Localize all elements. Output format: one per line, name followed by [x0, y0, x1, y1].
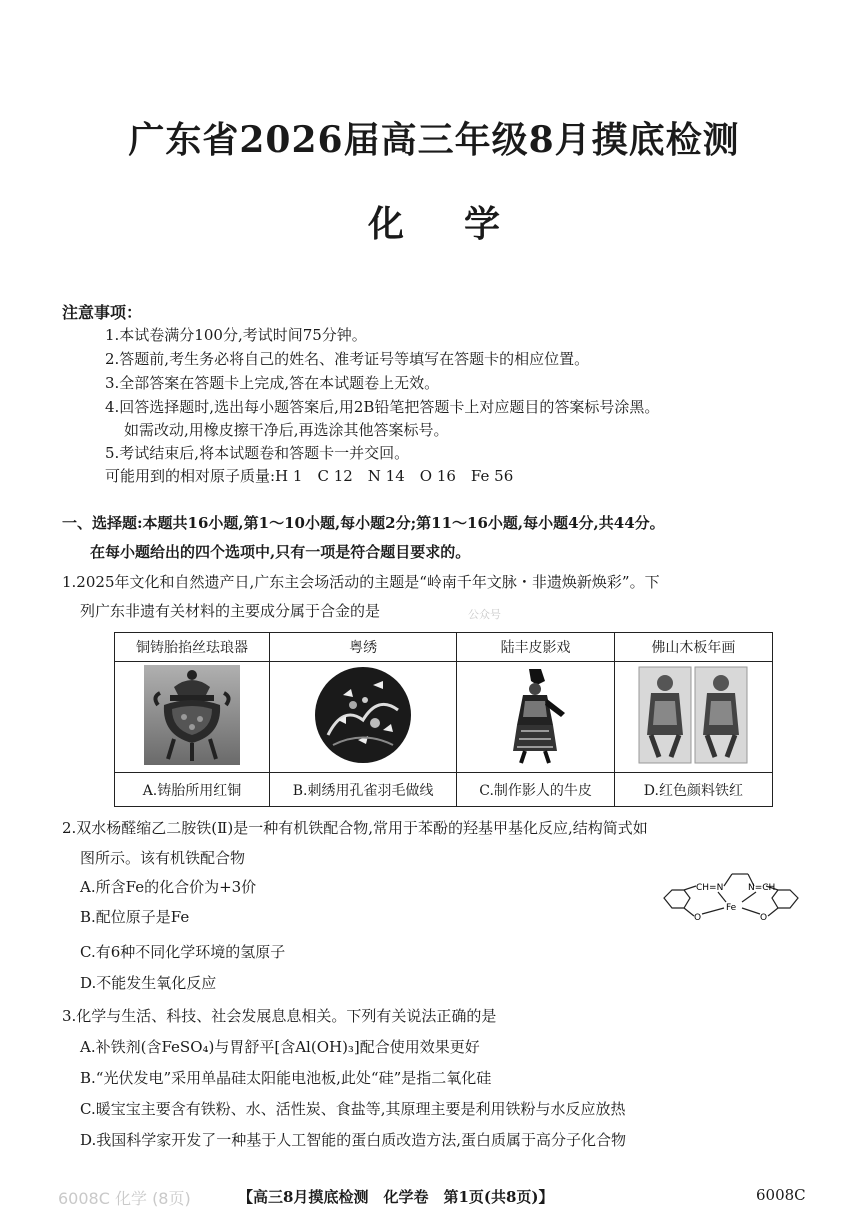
woodblock-print-image	[637, 665, 749, 765]
q3-option-c: C.暖宝宝主要含有铁粉、水、活性炭、食盐等,其原理主要是利用铁粉与水反应放热	[80, 1100, 626, 1118]
watermark: 公众号	[468, 608, 501, 621]
subject-title: 化学	[367, 203, 560, 245]
fe-label: Fe	[726, 903, 737, 913]
table-header: 陆丰皮影戏	[457, 633, 614, 662]
q2-option-d: D.不能发生氧化反应	[80, 974, 217, 992]
q2-option-c: C.有6种不同化学环境的氢原子	[80, 943, 286, 961]
cloisonne-image-cell	[115, 662, 270, 773]
exam-title: 广东省2026届高三年级8月摸底检测	[128, 119, 740, 161]
embroidery-image-cell	[269, 662, 456, 773]
o-label-left: O	[694, 913, 702, 923]
q1-stem: 列广东非遗有关材料的主要成分属于合金的是	[80, 602, 381, 620]
q3-option-d: D.我国科学家开发了一种基于人工智能的蛋白质改造方法,蛋白质属于高分子化合物	[80, 1131, 627, 1149]
table-header: 粤绣	[269, 633, 456, 662]
footer-code: 6008C	[756, 1186, 806, 1204]
notice-item: 如需改动,用橡皮擦干净后,再选涂其他答案标号。	[124, 421, 449, 439]
section-subheading: 在每小题给出的四个选项中,只有一项是符合题目要求的。	[90, 543, 471, 561]
q1-options-table	[114, 632, 773, 807]
shadow-puppet-image	[501, 665, 571, 765]
option-d: D.红色颜料铁红	[614, 773, 772, 807]
notice-item: 5.考试结束后,将本试题卷和答题卡一并交回。	[105, 444, 410, 462]
option-c: C.制作影人的牛皮	[457, 773, 614, 807]
q3-option-b: B.“光伏发电”采用单晶硅太阳能电池板,此处“硅”是指二氧化硅	[80, 1069, 492, 1087]
shadow-puppet-image-cell	[457, 662, 614, 773]
q2-stem: 图所示。该有机铁配合物	[80, 849, 246, 867]
embroidery-image	[313, 665, 413, 765]
cloisonne-censer-image	[144, 665, 240, 765]
atomic-mass-line: 可能用到的相对原子质量:H 1 C 12 N 14 O 16 Fe 56	[105, 467, 514, 485]
notice-heading: 注意事项：	[62, 303, 143, 322]
notice-item: 2.答题前,考生务必将自己的姓名、准考证号等填写在答题卡的相应位置。	[105, 350, 590, 368]
q2-option-b: B.配位原子是Fe	[80, 908, 190, 926]
table-header: 佛山木板年画	[614, 633, 772, 662]
q1-stem: 1.2025年文化和自然遗产日,广东主会场活动的主题是“岭南千年文脉・非遗焕新焕彩”。下	[62, 573, 660, 591]
ch-n-label-left: CH=N	[696, 883, 724, 893]
o-label-right: O	[760, 913, 768, 923]
footer-center: 【高三8月摸底检测 化学卷 第1页(共8页)】	[238, 1188, 554, 1206]
section-heading: 一、选择题:本题共16小题,第1～10小题,每小题2分;第11～16小题,每小题4分,共44分。	[62, 514, 665, 532]
q3-option-a: A.补铁剂(含FeSO₄)与胃舒平[含Al(OH)₃]配合使用效果更好	[80, 1038, 480, 1056]
option-a: A.铸胎所用红铜	[115, 773, 270, 807]
notice-item: 4.回答选择题时,选出每小题答案后,用2B铅笔把答题卡上对应题目的答案标号涂黑。	[105, 398, 660, 416]
footer-watermark: 6008C 化学 (8页)	[58, 1189, 191, 1208]
notice-item: 3.全部答案在答题卡上完成,答在本试题卷上无效。	[105, 374, 440, 392]
q2-stem: 2.双水杨醛缩乙二胺铁(Ⅱ)是一种有机铁配合物,常用于苯酚的羟基甲基化反应,结构简式如	[62, 819, 648, 837]
notice-item: 1.本试卷满分100分,考试时间75分钟。	[105, 326, 367, 344]
option-b: B.刺绣用孔雀羽毛做线	[269, 773, 456, 807]
woodblock-image-cell	[614, 662, 772, 773]
fe-salen-structure	[652, 868, 810, 930]
q3-stem: 3.化学与生活、科技、社会发展息息相关。下列有关说法正确的是	[62, 1007, 497, 1025]
n-ch-label-right: N=CH	[748, 883, 776, 893]
q2-option-a: A.所含Fe的化合价为+3价	[80, 878, 257, 896]
table-header: 铜铸胎掐丝珐琅器	[115, 633, 270, 662]
